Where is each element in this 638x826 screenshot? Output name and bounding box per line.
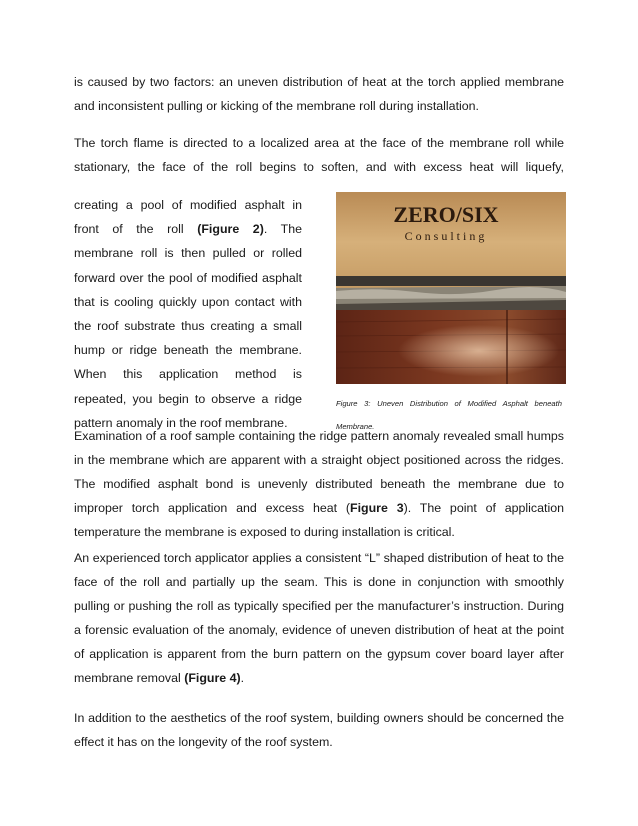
paragraph-5 (74, 546, 564, 690)
paragraph-3-text-a: creating a pool of modified asphalt in front of the roll (74, 198, 302, 237)
paragraph-1: is caused by two factors: an uneven distribution of heat at the torch applied membrane and inconsistent pulling or kicking of the membrane roll during installation. (74, 75, 564, 113)
figure-3-reference: Figure 3 (350, 501, 404, 515)
figure-2-reference: (Figure 2) (197, 222, 264, 237)
paragraph-3-text-b: . The membrane roll is then pulled or rolled forward over the pool of modified asphalt that is cooling quickly upon contact with the roof substrate thus creating a small hump or ridge beneath the membrane. When this application method is repeated, you begin to observe a ridge pattern anomaly in the roof membrane. (74, 222, 302, 430)
paragraph-4 (74, 424, 564, 544)
paragraph-3 (74, 193, 302, 435)
figure-4-reference: (Figure 4) (184, 671, 241, 685)
paragraph-5-text-b: . (240, 671, 245, 685)
paragraph-5-text-a: An experienced torch applicator applies a consistent “L” shaped distribution of heat to the face of the roll and partially up the seam. This is done in conjunction with smoothly pulling or pushing the roll as typically specified per the manufacturer’s instruction. During a forensic evaluation of the anomaly, evidence of uneven distribution of heat at the point of application is apparent from the burn pattern on the gypsum cover board layer after membrane removal (74, 551, 564, 685)
paragraph-4-text-a: Examination of a roof sample containing the ridge pattern anomaly revealed small humps in the membrane which are apparent with a straight object positioned across the ridges. The modified asphalt bond is unevenly distributed beneath the membrane due to improper torch application and excess heat ( (74, 429, 564, 515)
figure-3-caption: Figure 3: Uneven Distribution of Modified Asphalt beneath Membrane. (336, 399, 562, 431)
paragraph-2: The torch flame is directed to a localized area at the face of the membrane roll while stationary, the face of the roll begins to soften, and with excess heat will liquefy, (74, 136, 564, 174)
figure-3-photo (336, 192, 566, 384)
paragraph-6: In addition to the aesthetics of the roof system, building owners should be concerned the effect it has on the longevity of the roof system. (74, 711, 564, 749)
paragraph-4-text-b: ). The point of application temperature the membrane is exposed to during installation is critical. (74, 501, 564, 539)
logo-text-secondary: Consulting (404, 229, 488, 243)
logo-text-primary: ZERO/SIX (393, 202, 499, 227)
